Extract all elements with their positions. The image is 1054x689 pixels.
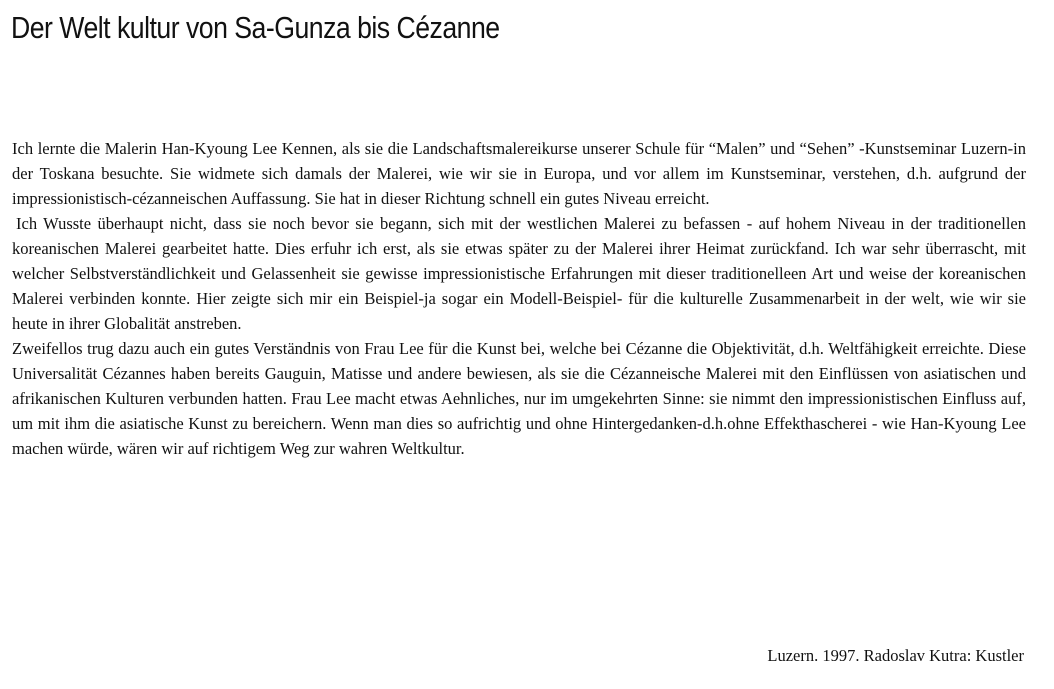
paragraph-1: Ich lernte die Malerin Han-Kyoung Lee Kennen, als sie die Landschaftsmalereikurse unserer Schule für “Malen” und “Sehen” -Kunstseminar Luzern-in der Toskana besuchte. Sie widmete sich damals der Malerei, wie wir sie in Europa, und vor allem im Kunstseminar, verstehen, d.h. aufgrund der impressionistisch-cézanneischen Auffassung. Sie hat in dieser Richtung schnell ein gutes Niveau erreicht. [12, 139, 1026, 208]
body-text [12, 136, 1026, 461]
document-title: Der Welt kultur von Sa-Gunza bis Cézanne [11, 10, 500, 45]
paragraph-3: Zweifellos trug dazu auch ein gutes Verständnis von Frau Lee für die Kunst bei, welche bei Cézanne die Objektivität, d.h. Weltfähigkeit erreichte. Diese Universalität Cézannes haben bereits Gauguin, Matisse und andere bewiesen, als sie die Cézanneische Malerei mit den Einflüssen von asiatischen und afrikanischen Kulturen verbunden hatten. Frau Lee macht etwas Aehnliches, nur im umgekehrten Sinne: sie nimmt den impressionistischen Einfluss auf, um mit ihm die asiatische Kunst zu bereichern. Wenn man dies so aufrichtig und ohne Hintergedanken-d.h.ohne Effekthascherei - wie Han-Kyoung Lee machen würde, wären wir auf richtigem Weg zur wahren Weltkultur. [12, 339, 1026, 458]
signature-line: Luzern. 1997. Radoslav Kutra: Kustler [767, 646, 1024, 665]
paragraph-2: Ich Wusste überhaupt nicht, dass sie noch bevor sie begann, sich mit der westlichen Malerei zu befassen - auf hohem Niveau in der traditionellen koreanischen Malerei gearbeitet hatte. Dies erfuhr ich erst, als sie etwas später zu der Malerei ihrer Heimat zurückfand. Ich war sehr überrascht, mit welcher Selbstverständlichkeit und Gelassenheit sie gewisse impressionistische Erfahrungen mit dieser traditionelleen Art und weise der koreanischen Malerei verbinden konnte. Hier zeigte sich mir ein Beispiel-ja sogar ein Modell-Beispiel- für die kulturelle Zusammenarbeit in der welt, wie wir sie heute in ihrer Globalität anstreben. [12, 214, 1026, 333]
